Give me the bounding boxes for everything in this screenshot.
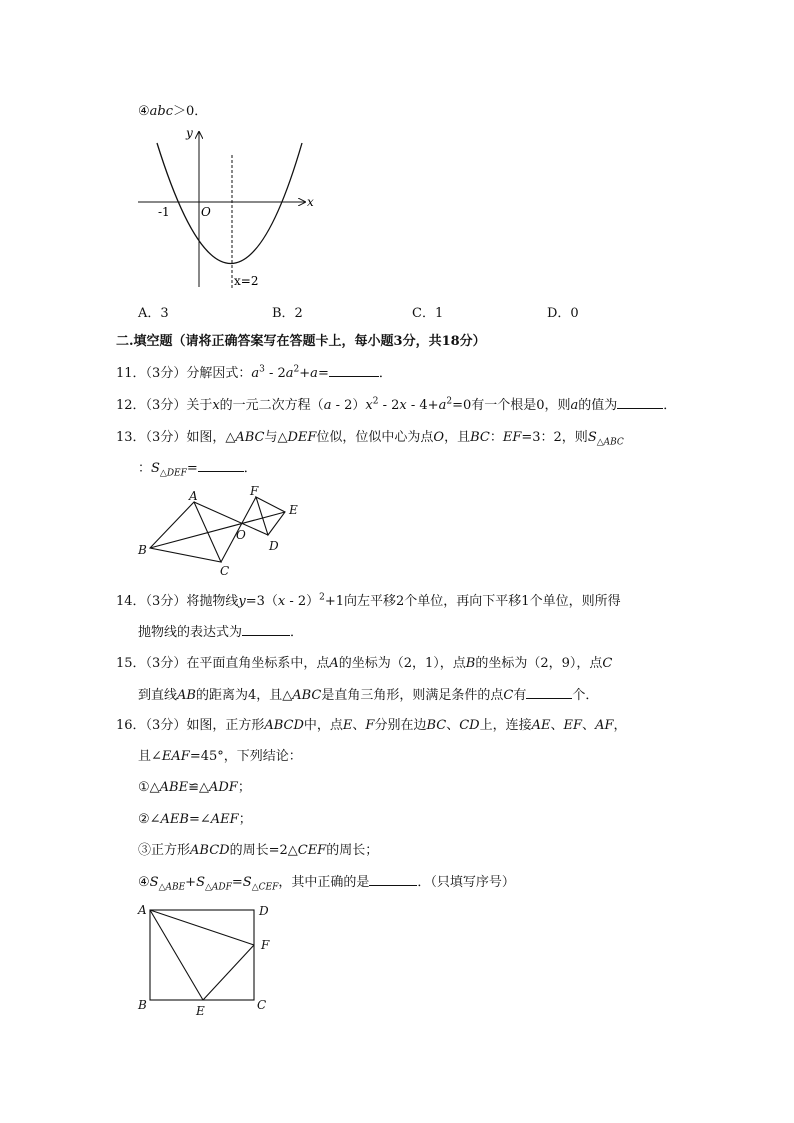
choice-c: C．1	[412, 306, 444, 321]
choice-d: D．0	[547, 306, 579, 321]
svg-text:B: B	[138, 543, 147, 557]
question-13-line2: ：$S_{\triangle DEF}=$ ．	[138, 461, 257, 479]
choice-a: A．3	[138, 306, 169, 321]
question-15: 15．（3分）在平面直角坐标系中，点A的坐标为（2，1），点B的坐标为（2，9），点C	[116, 656, 613, 671]
section-2-title: 二.填空题（请将正确答案写在答题卡上，每小题3分，共18分）	[116, 334, 486, 349]
conclusion-1: ①△ABE≌△ADF；	[138, 780, 251, 795]
svg-text:F: F	[261, 938, 270, 952]
svg-text:E: E	[289, 503, 298, 517]
question-16: 16．（3分）如图，正方形ABCD中，点E、F分别在边BC、CD上，连接AE、EF、AF，	[116, 718, 627, 733]
question-13: 13．（3分）如图，△ABC与△DEF位似，位似中心为点O，且BC：EF=3：2，则$S_{\triangle ABC}$	[116, 430, 624, 448]
conclusion-4: $④S_{\triangle ABE}+S_{\triangle ADF}=S_{\triangle CEF}$，其中正确的是 ．（只填写序号）	[138, 875, 515, 893]
x-label: x	[307, 195, 314, 209]
neg1-label: -1	[158, 205, 170, 219]
question-16-line2: 且∠EAF=45°，下列结论：	[138, 749, 302, 764]
origin-label: O	[201, 205, 211, 219]
svg-text:C: C	[220, 564, 230, 578]
svg-text:O: O	[236, 528, 246, 542]
svg-text:D: D	[269, 539, 279, 553]
y-label: y	[186, 126, 193, 140]
svg-text:A: A	[189, 489, 198, 503]
svg-text:A: A	[138, 903, 147, 917]
question-12: 12．（3分）关于x的一元二次方程$(a - 2)x^2 - 2x - 4+a^2=0$有一个根是0，则a的值为 ．	[116, 396, 677, 413]
item4-line: ④abc＞0．	[138, 104, 208, 119]
axis-note: x=2	[234, 274, 259, 288]
parabola-curve	[157, 143, 302, 264]
question-14-line2: 抛物线的表达式为 ．	[138, 625, 304, 640]
svg-text:C: C	[257, 998, 267, 1012]
svg-text:D: D	[259, 904, 269, 918]
choice-b: B．2	[272, 306, 303, 321]
conclusion-2: ②∠AEB=∠AEF；	[138, 812, 252, 827]
conclusion-3: ③正方形ABCD的周长=2△CEF的周长；	[138, 843, 379, 858]
question-11: 11．（3分）分解因式：$a^3 - 2a^2+a=$ ．	[116, 364, 392, 381]
question-15-line2: 到直线AB的距离为4，且△ABC是直角三角形，则满足条件的点C有 个．	[138, 688, 599, 703]
svg-text:F: F	[250, 484, 259, 498]
question-14: 14．（3分）将抛物线y=3（x - 2）$^2$+1向左平移2个单位，再向下平移1个单位，则所得	[116, 592, 621, 609]
svg-text:E: E	[196, 1004, 205, 1018]
svg-text:B: B	[138, 998, 147, 1012]
